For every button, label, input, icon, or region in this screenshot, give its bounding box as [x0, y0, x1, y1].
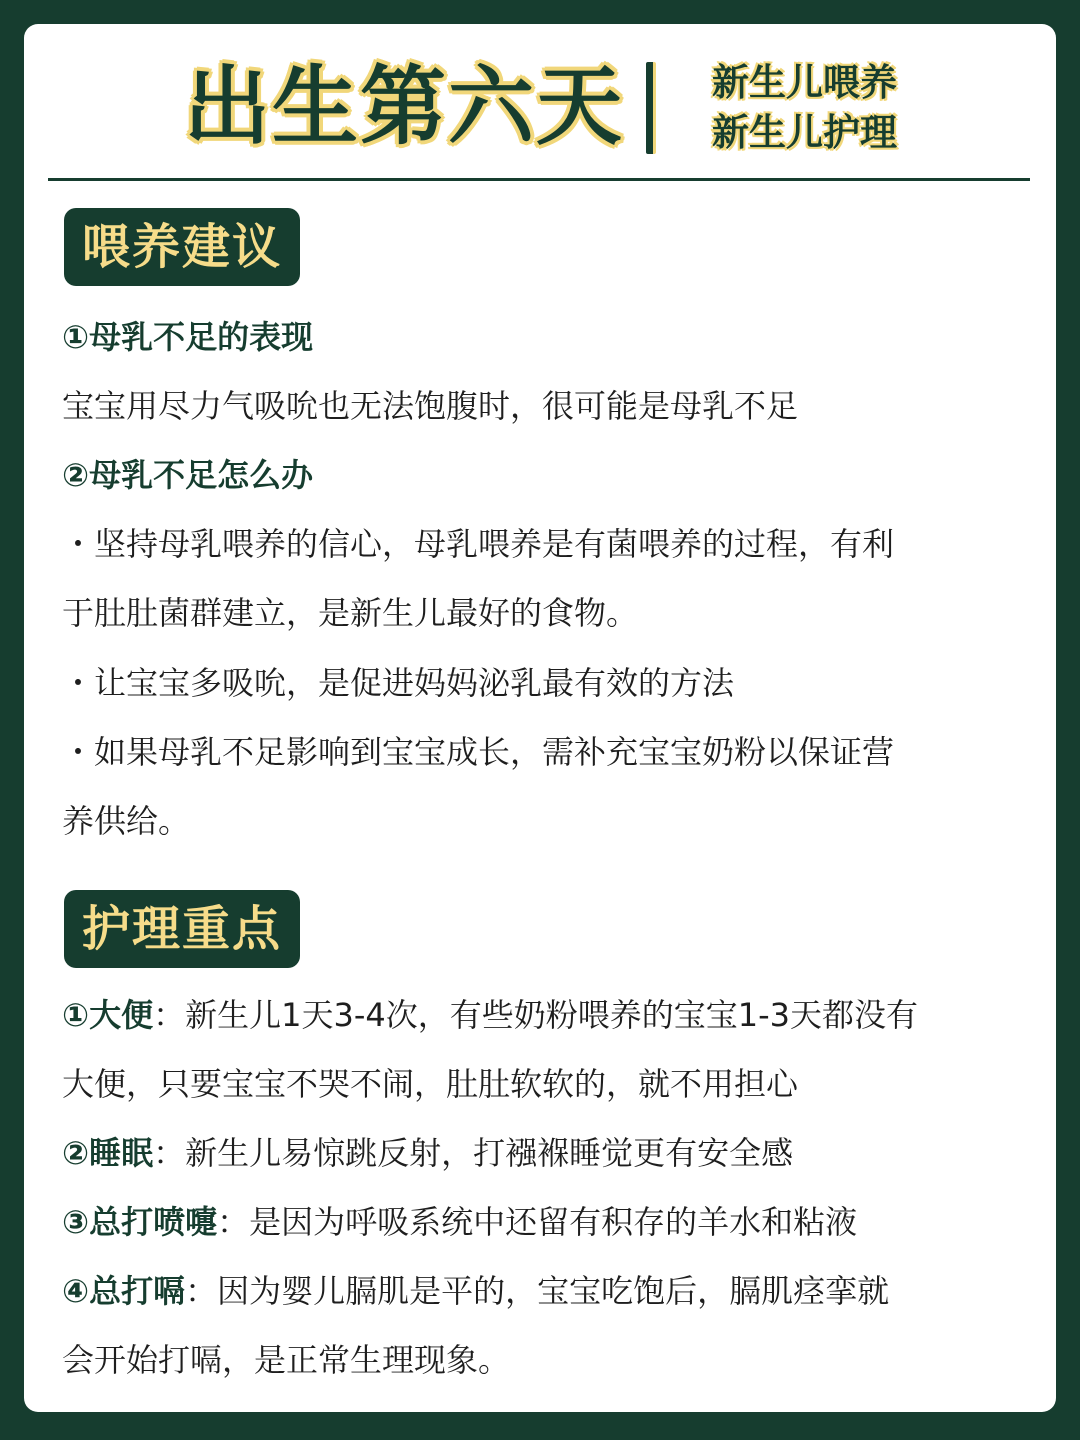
feeding-bullet2: ・让宝宝多吸吮，是促进妈妈泌乳最有效的方法: [62, 664, 735, 702]
feeding-bullet1-line2: 于肚肚菌群建立，是新生儿最好的食物。: [62, 594, 639, 632]
care-item4-text: ：因为婴儿膈肌是平的，宝宝吃饱后，膈肌痉挛就: [185, 1272, 890, 1310]
care-item1-line2: 大便，只要宝宝不哭不闹，肚肚软软的，就不用担心: [62, 1065, 799, 1103]
care-item1-text: ：新生儿1天3-4次，有些奶粉喂养的宝宝1-3天都没有: [153, 996, 919, 1034]
page-title: 出生第六天: [184, 57, 624, 157]
care-item2: [62, 1130, 1032, 1176]
subtitle-feeding: 新生儿喂养: [712, 61, 897, 104]
care-item4-line1: [62, 1268, 1032, 1314]
content-card: [24, 24, 1056, 1412]
feeding-item1-text: 宝宝用尽力气吸吮也无法饱腹时，很可能是母乳不足: [62, 387, 799, 425]
care-item3-text: ：是因为呼吸系统中还留有积存的羊水和粘液: [217, 1203, 858, 1241]
care-item2-text: ：新生儿易惊跳反射，打襁褓睡觉更有安全感: [153, 1134, 794, 1172]
care-item3-label: ③总打喷嚏: [62, 1203, 218, 1241]
care-item3: [62, 1199, 1032, 1245]
feeding-bullet3-line2: 养供给。: [62, 802, 191, 840]
section-heading-care: 护理重点: [64, 890, 300, 968]
feeding-bullet3-line1: ・如果母乳不足影响到宝宝成长，需补充宝宝奶粉以保证营: [62, 733, 895, 771]
subtitle-care: 新生儿护理: [712, 111, 897, 154]
feeding-item1-title: ①母乳不足的表现: [62, 318, 314, 356]
section-heading-feeding: 喂养建议: [64, 208, 300, 286]
header-rule: [48, 178, 1030, 181]
header: [24, 24, 1056, 184]
care-item4-label: ④总打嗝: [62, 1272, 186, 1310]
feeding-bullet1-line1: ・坚持母乳喂养的信心，母乳喂养是有菌喂养的过程，有利: [62, 525, 895, 563]
header-subtitles: [712, 58, 897, 158]
title-divider: [646, 62, 656, 154]
care-item4-line2: 会开始打嗝，是正常生理现象。: [62, 1341, 511, 1379]
feeding-item2-title: ②母乳不足怎么办: [62, 456, 314, 494]
care-item1-line1: [62, 992, 1032, 1038]
care-item1-label: ①大便: [62, 996, 154, 1034]
care-item2-label: ②睡眠: [62, 1134, 154, 1172]
